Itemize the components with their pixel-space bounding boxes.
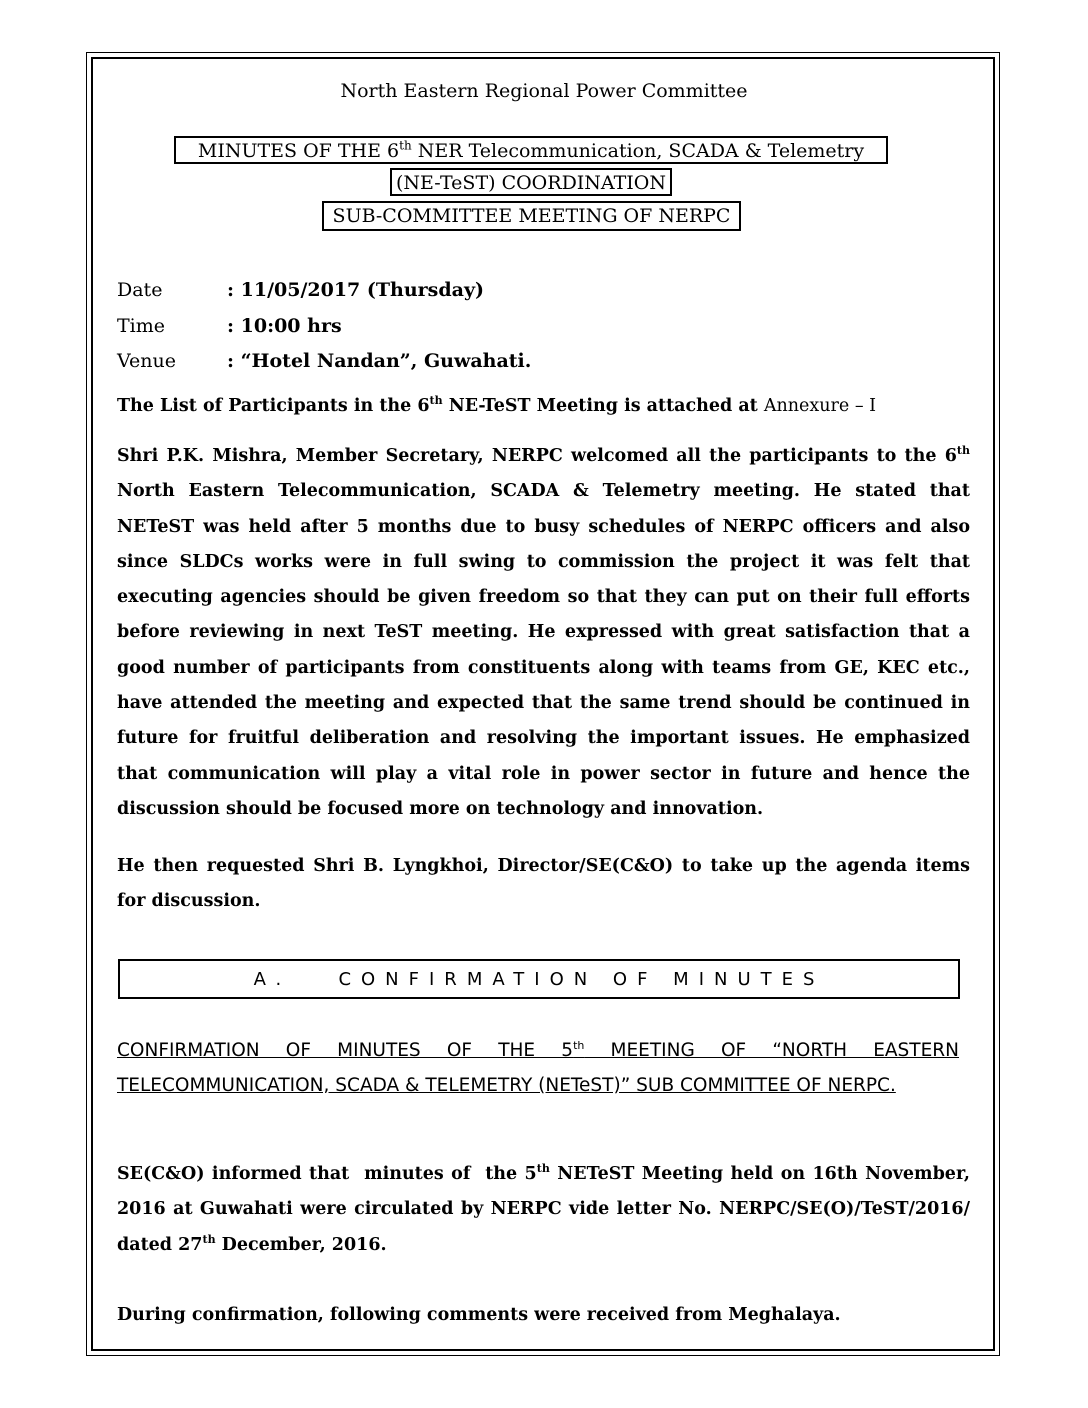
- title-box-line3: [322, 201, 741, 231]
- circulation-paragraph: [117, 1157, 970, 1263]
- time-label: Time: [117, 315, 166, 337]
- meeting-venue-row: [117, 350, 531, 372]
- confirmation-title-a: CONFIRMATION OF MINUTES OF THE 5: [117, 1040, 574, 1061]
- venue-label: Venue: [117, 350, 176, 372]
- title-line1-a: MINUTES OF THE 6: [197, 140, 400, 162]
- venue-value: : “Hotel Nandan”, Guwahati.: [227, 350, 532, 372]
- time-value: : 10:00 hrs: [227, 315, 342, 337]
- circulation-text-c: December, 2016.: [215, 1234, 387, 1255]
- confirmation-title-sup: th: [573, 1038, 585, 1052]
- meeting-time-row: [117, 315, 342, 337]
- confirmation-title-b: MEETING OF “NORTH EASTERN TELECOMMUNICATION, SCADA & TELEMETRY (NETeST)” SUB COMMITTEE OF NERPC.: [117, 1040, 959, 1096]
- participants-sup: th: [429, 394, 443, 408]
- title-box-line1: [174, 136, 888, 164]
- title-line1-sup: th: [399, 138, 412, 153]
- title-line3: SUB-COMMITTEE MEETING OF NERPC: [332, 205, 731, 227]
- title-line1-b: NER Telecommunication, SCADA & Telemetry: [411, 140, 865, 162]
- welcome-paragraph: [117, 439, 970, 827]
- participants-line: [117, 396, 876, 416]
- participants-annexure: Annexure – I: [763, 396, 877, 416]
- confirmation-title: [117, 1033, 959, 1103]
- date-label: Date: [117, 279, 163, 301]
- meeting-date-row: [117, 279, 484, 301]
- comments-text: During confirmation, following comments were received from Meghalaya.: [117, 1305, 841, 1325]
- section-a-heading-box: [118, 959, 960, 999]
- request-text: He then requested Shri B. Lyngkhoi, Director/SE(C&O) to take up the agenda items for discussion.: [117, 856, 970, 912]
- circulation-text-a: SE(C&O) informed that minutes of the 5: [117, 1164, 537, 1184]
- date-value: : 11/05/2017 (Thursday): [227, 279, 484, 301]
- welcome-sup: th: [956, 444, 970, 458]
- section-a-heading: A. CONFIRMATION OF MINUTES: [253, 968, 825, 990]
- title-box-line2: [390, 168, 672, 196]
- participants-text-a: The List of Participants in the 6: [117, 396, 430, 416]
- comments-paragraph: [117, 1298, 970, 1333]
- welcome-text-a: Shri P.K. Mishra, Member Secretary, NERPC welcomed all the participants to the 6: [117, 446, 957, 466]
- title-line2: (NE-TeST) COORDINATION: [395, 172, 666, 194]
- welcome-text-b: North Eastern Telecommunication, SCADA & Telemetry meeting. He stated that NETeST was held after 5 months due to busy schedules of NERPC officers and also since SLDCs works were in full swing to commission the project it was felt that executing agencies should be given freedom so that they can put on their full efforts before reviewing in next TeST meeting. He expressed with great satisfaction that a good number of participants from constituents along with teams from GE, KEC etc., have attended the meeting and expected that the same trend should be continued in future for fruitful deliberation and resolving the important issues. He emphasized that communication will play a vital role in power sector in future and hence the discussion should be focused more on technology and innovation.: [117, 481, 970, 819]
- circulation-text-b: NETeST Meeting held on 16th November, 2016 at Guwahati were circulated by NERPC vide letter No. NERPC/SE(O)/TeST/2016/ dated 27: [117, 1164, 970, 1255]
- request-paragraph: [117, 849, 970, 920]
- organization-name: North Eastern Regional Power Committee: [340, 80, 748, 102]
- circulation-sup2: th: [202, 1232, 216, 1246]
- circulation-sup1: th: [536, 1162, 550, 1176]
- participants-text-b: NE-TeST Meeting is attached at: [442, 396, 764, 416]
